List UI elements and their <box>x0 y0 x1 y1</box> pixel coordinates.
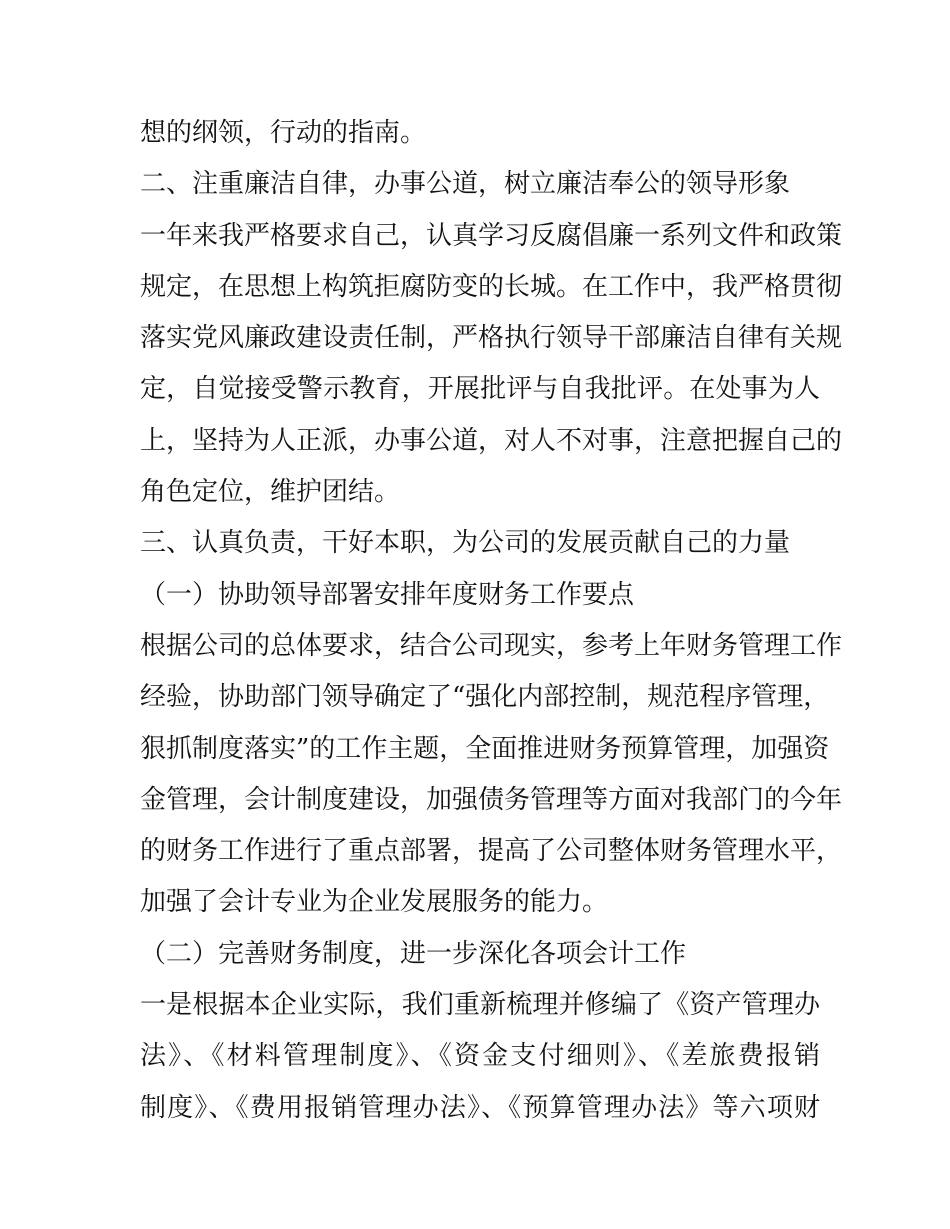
paragraph-line: 制度》、《费用报销管理办法》、《预算管理办法》等六项财 <box>140 1092 820 1123</box>
paragraph-line: 想的纲领，行动的指南。 <box>140 118 427 148</box>
paragraph-line: 的财务工作进行了重点部署，提高了公司整体财务管理水平， <box>140 836 843 867</box>
paragraph-line: 根据公司的总体要求，结合公司现实，参考上年财务管理工作 <box>140 630 843 661</box>
paragraph-line: 规定，在思想上构筑拒腐防变的长城。在工作中，我严格贯彻 <box>140 271 843 302</box>
subsection-heading: （二）完善财务制度，进一步深化各项会计工作 <box>140 938 687 969</box>
body-text <box>140 108 843 1134</box>
paragraph-line: 狠抓制度落实”的工作主题，全面推进财务预算管理，加强资 <box>140 733 830 764</box>
paragraph-line: 加强了会计专业为企业发展服务的能力。 <box>140 887 609 918</box>
section-heading: 三、认真负责，干好本职，为公司的发展贡献自己的力量 <box>140 528 791 559</box>
paragraph-line: 一是根据本企业实际，我们重新梳理并修编了《资产管理办 <box>140 990 820 1021</box>
paragraph-line: 上，坚持为人正派，办事公道，对人不对事，注意把握自己的 <box>140 425 843 456</box>
subsection-heading: （一）协助领导部署安排年度财务工作要点 <box>140 579 635 610</box>
paragraph-line: 定，自觉接受警示教育，开展批评与自我批评。在处事为人 <box>140 374 820 405</box>
paragraph-line: 法》、《材料管理制度》、《资金支付细则》、《差旅费报销 <box>140 1041 820 1072</box>
paragraph-line: 经验，协助部门领导确定了“强化内部控制，规范程序管理， <box>140 682 830 713</box>
paragraph-line: 角色定位，维护团结。 <box>140 477 401 508</box>
paragraph-line: 一年来我严格要求自己，认真学习反腐倡廉一系列文件和政策 <box>140 220 843 251</box>
paragraph-line: 落实党风廉政建设责任制，严格执行领导干部廉洁自律有关规 <box>140 323 843 354</box>
paragraph-line: 金管理，会计制度建设，加强债务管理等方面对我部门的今年 <box>140 784 843 815</box>
section-heading: 二、注重廉洁自律，办事公道，树立廉洁奉公的领导形象 <box>140 169 791 200</box>
